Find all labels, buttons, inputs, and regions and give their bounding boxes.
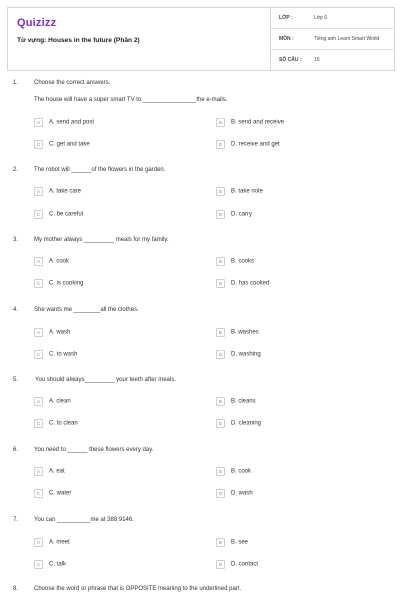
option-text: A. send and post: [49, 119, 95, 126]
option-checkbox[interactable]: B: [216, 118, 225, 127]
option-checkbox[interactable]: A: [34, 397, 43, 406]
option-checkbox[interactable]: B: [216, 328, 225, 337]
option-text: D. wash: [231, 490, 253, 497]
question-stem: The house will have a super smart TV to ________________the e-mails.: [34, 97, 228, 103]
option-text: A. cook: [49, 258, 70, 265]
option-b[interactable]: [216, 187, 263, 196]
meta-info: [270, 8, 395, 70]
question-number: 6.: [13, 447, 19, 453]
option-a[interactable]: [34, 328, 70, 337]
question-number: 2.: [13, 167, 19, 173]
option-checkbox[interactable]: C: [34, 140, 43, 149]
option-checkbox[interactable]: A: [34, 257, 43, 266]
option-checkbox[interactable]: C: [34, 489, 43, 498]
option-a[interactable]: [34, 397, 71, 406]
option-a[interactable]: [34, 538, 70, 547]
option-text: D. has cooked: [231, 280, 270, 287]
option-checkbox[interactable]: D: [216, 350, 225, 359]
worksheet-title: Từ vựng: Houses in the future (Phần 2): [17, 37, 140, 44]
meta-row-count: [271, 50, 395, 70]
option-b[interactable]: [216, 538, 248, 547]
option-text: C. water: [49, 490, 72, 497]
meta-row-class: [271, 8, 395, 29]
option-c[interactable]: [34, 419, 78, 428]
option-text: C. is cooking: [49, 280, 84, 287]
option-text: A. eat: [49, 468, 65, 475]
option-checkbox[interactable]: C: [34, 210, 43, 219]
option-checkbox[interactable]: C: [34, 419, 43, 428]
question-number: 1.: [13, 80, 19, 86]
option-text: B. see: [231, 539, 249, 546]
option-checkbox[interactable]: C: [34, 560, 43, 569]
question-stem: You need to ______ these flowers every day.: [34, 447, 154, 453]
option-checkbox[interactable]: D: [216, 210, 225, 219]
option-d[interactable]: [216, 419, 261, 428]
question-instruction: Choose the correct answers.: [34, 80, 111, 86]
meta-label: LỚP :: [279, 15, 293, 21]
question-instruction: Choose the word or phrase that is OPPOSITE meaning to the underlined part.: [34, 586, 242, 592]
question-number: 7.: [13, 517, 19, 523]
question-stem: The robot will ______of the flowers in the garden.: [34, 167, 166, 173]
option-d[interactable]: [216, 279, 269, 288]
option-text: C. be careful: [49, 211, 84, 218]
option-c[interactable]: [34, 140, 90, 149]
option-checkbox[interactable]: C: [34, 279, 43, 288]
option-b[interactable]: [216, 397, 256, 406]
option-checkbox[interactable]: C: [34, 350, 43, 359]
option-d[interactable]: [216, 489, 253, 498]
option-text: C. talk: [49, 561, 67, 568]
option-d[interactable]: [216, 140, 280, 149]
meta-label: SỐ CÂU :: [279, 57, 302, 63]
option-c[interactable]: [34, 210, 83, 219]
option-d[interactable]: [216, 210, 252, 219]
worksheet-header: [7, 7, 395, 71]
option-checkbox[interactable]: B: [216, 257, 225, 266]
meta-value: Lớp 6: [314, 15, 328, 21]
option-text: A. take care: [49, 188, 82, 195]
option-checkbox[interactable]: B: [216, 467, 225, 476]
option-c[interactable]: [34, 489, 71, 498]
meta-value: 15: [314, 57, 320, 63]
option-checkbox[interactable]: B: [216, 397, 225, 406]
option-text: D. cleaning: [231, 420, 262, 427]
option-text: D. contact: [231, 561, 259, 568]
option-d[interactable]: [216, 560, 258, 569]
meta-label: MÔN :: [279, 36, 294, 42]
option-text: B. send and receive: [231, 119, 285, 126]
option-checkbox[interactable]: D: [216, 419, 225, 428]
option-text: B. take note: [231, 188, 264, 195]
option-checkbox[interactable]: D: [216, 560, 225, 569]
question-number: 5.: [13, 377, 19, 383]
option-text: C. to wash: [49, 351, 78, 358]
option-checkbox[interactable]: A: [34, 187, 43, 196]
option-a[interactable]: [34, 118, 94, 127]
option-text: C. to clean: [49, 420, 78, 427]
option-text: B. cleans: [231, 398, 256, 405]
meta-row-subject: [271, 29, 395, 50]
option-checkbox[interactable]: A: [34, 118, 43, 127]
option-d[interactable]: [216, 350, 261, 359]
option-text: B. cooks: [231, 258, 255, 265]
option-c[interactable]: [34, 560, 66, 569]
question-stem: You should always_________ your teeth after meals.: [35, 377, 176, 383]
option-a[interactable]: [34, 257, 69, 266]
option-checkbox[interactable]: A: [34, 467, 43, 476]
option-b[interactable]: [216, 328, 259, 337]
question-stem: She wants me ________all the clothes.: [34, 307, 139, 313]
option-b[interactable]: [216, 118, 284, 127]
meta-value: Tiếng anh Learn Smart World: [314, 36, 380, 42]
option-b[interactable]: [216, 467, 251, 476]
option-checkbox[interactable]: A: [34, 328, 43, 337]
quizizz-logo: Quizizz: [17, 17, 57, 29]
question-stem: You can __________me at 388 9146.: [34, 517, 134, 523]
option-checkbox[interactable]: D: [216, 279, 225, 288]
option-checkbox[interactable]: B: [216, 538, 225, 547]
option-text: D. receive and get: [231, 141, 280, 148]
question-number: 4.: [13, 307, 19, 313]
option-text: B. cook: [231, 468, 252, 475]
question-number: 8.: [13, 586, 19, 592]
option-checkbox[interactable]: A: [34, 538, 43, 547]
option-text: C. get and take: [49, 141, 90, 148]
option-b[interactable]: [216, 257, 254, 266]
option-checkbox[interactable]: D: [216, 489, 225, 498]
option-a[interactable]: [34, 187, 81, 196]
option-c[interactable]: [34, 279, 83, 288]
option-text: D. washing: [231, 351, 261, 358]
option-text: A. clean: [49, 398, 71, 405]
option-text: A. meet: [49, 539, 70, 546]
question-number: 3.: [13, 237, 19, 243]
option-text: A. wash: [49, 329, 71, 336]
option-text: B. washes: [231, 329, 259, 336]
option-a[interactable]: [34, 467, 65, 476]
option-checkbox[interactable]: B: [216, 187, 225, 196]
option-c[interactable]: [34, 350, 77, 359]
question-stem: My mother always _________ meals for my family.: [34, 237, 169, 243]
option-checkbox[interactable]: D: [216, 140, 225, 149]
option-text: D. carry: [231, 211, 252, 218]
